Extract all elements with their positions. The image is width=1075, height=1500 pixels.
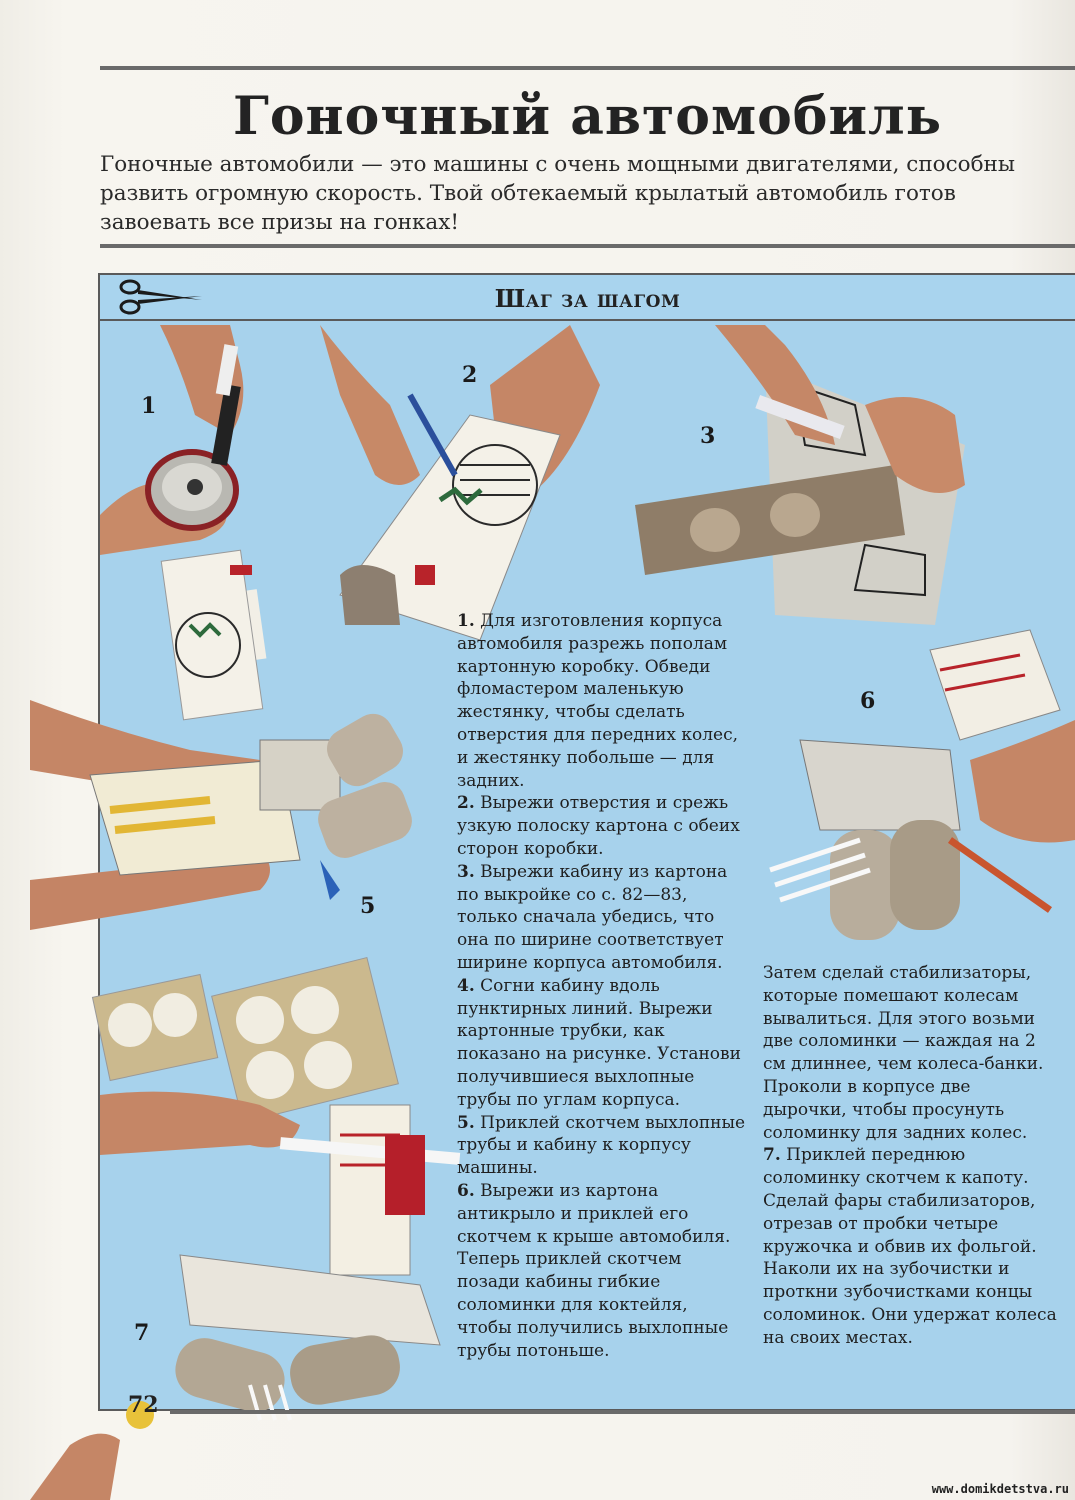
step-number-5: 5 (360, 893, 376, 919)
steps-panel-header (98, 273, 1075, 321)
instruction-6-continued: Затем сделай стабилизаторы, которые помешают колесам вывалиться. Для этого возьми две соломинки — каждая на 2 см длиннее, чем колеса-банки. Проколи в корпусе две дырочки, чтобы просунуть соломинку для задних колес. (763, 963, 1044, 1143)
instructions-column-2 (763, 962, 1058, 1350)
intro-text: Гоночные автомобили — это машины с очень мощными двигателями, способны развить огромную скорость. Твой обтекаемый крылатый автомобиль готов завоевать все призы на гонках! (100, 152, 1015, 235)
instruction-6: 6. Вырежи из картона антикрыло и приклей его скотчем к крыше автомобиля. Теперь приклей скотчем позади кабины гибкие соломинки для коктейля, чтобы получились выхлопные трубы потоньше. (457, 1180, 731, 1361)
step3-photo (635, 325, 975, 635)
step-number-2: 2 (462, 362, 478, 388)
instruction-3: 3. Вырежи кабину из картона по выкройке со с. 82—83, только сначала убедись, что она по ширине соответствует ширине корпуса автомобиля. (457, 861, 728, 973)
instruction-7: 7. Приклей переднюю соломинку скотчем к капоту. Сделай фары стабилизаторов, отрезав от пробки четыре кружочка и обвив их фольгой. Наколи их на зубочистки и проткни зубочистками концы соломинок. Они удержат колеса на своих местах. (763, 1145, 1057, 1348)
step7-photo (100, 965, 460, 1420)
instruction-1: 1. Для изготовления корпуса автомобиля разрежь пополам картонную коробку. Обведи фломастером маленькую жестянку, чтобы сделать отверстия для передних колес, и жестянку побольше — для задних. (457, 611, 739, 791)
step6-photo (760, 630, 1075, 950)
step-number-1: 1 (141, 393, 157, 419)
steps-panel-title: Шаг за шагом (494, 284, 681, 313)
instruction-5: 5. Приклей скотчем выхлопные трубы и кабину к корпусу машины. (457, 1112, 746, 1179)
bottom-rule (170, 1410, 1075, 1414)
step-number-7: 7 (134, 1320, 150, 1346)
top-rule (100, 66, 1075, 70)
step-number-3: 3 (700, 423, 716, 449)
instruction-4: 4. Согни кабину вдоль пунктирных линий. Вырежи картонные трубки, как показано на рисунке. Установи получившиеся выхлопные трубы по углам корпуса. (457, 975, 741, 1110)
watermark-url: www.domikdetstva.ru (931, 1482, 1069, 1496)
step-number-6: 6 (860, 688, 876, 714)
instructions-column-1 (457, 610, 747, 1362)
instruction-2: 2. Вырежи отверстия и срежь узкую полоску картона с обеих сторон коробки. (457, 793, 740, 859)
step2-photo (320, 325, 600, 645)
scissors-icon (118, 278, 204, 316)
intro-rule (100, 244, 1075, 248)
page-number: 72 (128, 1392, 159, 1418)
step1-photo (100, 325, 300, 725)
page-title: Гоночный автомобиль (232, 86, 943, 147)
